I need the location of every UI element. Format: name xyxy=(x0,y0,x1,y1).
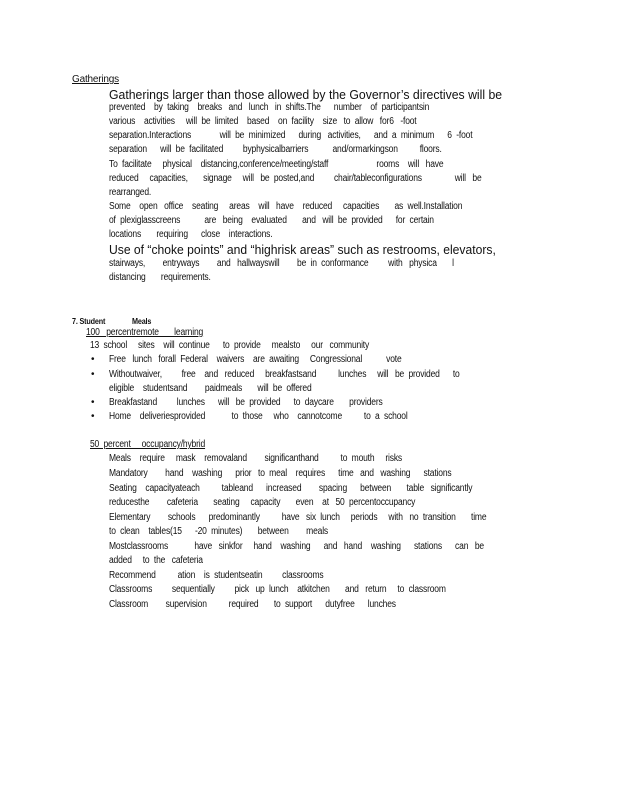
gatherings-item-line: separation will be facilitated byphysicalbarriers and/ormarkingson floors. xyxy=(109,144,442,155)
remote-item-line: Breakfastand lunches will be provided to daycare providers xyxy=(109,397,383,408)
gatherings-item-line: To facilitate physical distancing,conference/meeting/staff rooms will have xyxy=(109,159,444,170)
bullet-marker: • xyxy=(91,354,95,365)
hybrid-item-line: reducesthe cafeteria seating capacity even at 50 percentoccupancy xyxy=(109,497,416,508)
gatherings-item-line: Use of “choke points” and “highrisk areas” such as restrooms, elevators, xyxy=(109,243,496,257)
hybrid-item-line: to clean tables(15 -20 minutes) between meals xyxy=(109,526,328,537)
hybrid-item-line: Mandatory hand washing prior to meal requires time and washing stations xyxy=(109,468,452,479)
gatherings-item-line: of plexiglasscreens are being evaluated and will be provided for certain xyxy=(109,215,434,226)
remote-item-line: Free lunch forall Federal waivers are awaiting Congressional vote xyxy=(109,354,402,365)
hybrid-item-line: Classrooms sequentially pick up lunch atkitchen and return to classroom xyxy=(109,584,446,595)
hybrid-item-line: Classroom supervision required to support dutyfree lunches xyxy=(109,599,396,610)
bullet-marker: • xyxy=(91,397,95,408)
gatherings-item-line: separation.Interactions will be minimized during activities, and a minimum 6 -foot xyxy=(109,130,473,141)
gatherings-item-line: locations requiring close interactions. xyxy=(109,229,273,240)
section-number: 7. Student xyxy=(72,316,106,326)
bullet-marker: • xyxy=(91,411,95,422)
remote-item-line: eligible studentsand paidmeals will be offered xyxy=(109,383,312,394)
remote-item-line: Home deliveriesprovided to those who cannotcome to a school xyxy=(109,411,408,422)
hybrid-item-line: Meals require mask removaland significanthand to mouth risks xyxy=(109,453,403,464)
remote-item-line: Withoutwaiver, free and reduced breakfastsand lunches will be provided to xyxy=(109,369,460,380)
gatherings-heading: Gatherings xyxy=(72,74,119,85)
hybrid-item-line: added to the cafeteria xyxy=(109,555,203,566)
gatherings-item-line: distancing requirements. xyxy=(109,272,211,283)
hybrid-item-line: Recommend ation is studentseatin classrooms xyxy=(109,570,324,581)
gatherings-item-line: rearranged. xyxy=(109,187,152,198)
bullet-marker: • xyxy=(91,369,95,380)
hybrid-item-line: Seating capacityateach tableand increased spacing between table significantly xyxy=(109,483,473,494)
gatherings-item-line: various activities will be limited based on facility size to allow for6 -foot xyxy=(109,116,417,127)
gatherings-item-line: Gatherings larger than those allowed by the Governor’s directives will be xyxy=(109,88,503,102)
gatherings-item-line: reduced capacities, signage will be posted,and chair/tableconfigurations will be xyxy=(109,173,482,184)
hybrid-item-line: Mostclassrooms have sinkfor hand washing and hand washing stations can be xyxy=(109,541,484,552)
gatherings-item-line: Some open office seating areas will have reduced capacities as well.Installation xyxy=(109,201,463,212)
gatherings-item-line: prevented by taking breaks and lunch in shifts.The number of participantsin xyxy=(109,102,430,113)
gatherings-item-line: stairways, entryways and hallwayswill be in conformance with physica l xyxy=(109,258,454,269)
section-title: Meals xyxy=(132,316,152,326)
hybrid-item-line: Elementary schools predominantly have six lunch periods with no transition time xyxy=(109,512,487,523)
hybrid-heading: 50 percent occupancy/hybrid xyxy=(90,439,206,450)
remote-heading: 100 percentremote learning xyxy=(86,327,204,338)
remote-intro: 13 school sites will continue to provide mealsto our community xyxy=(90,340,370,351)
